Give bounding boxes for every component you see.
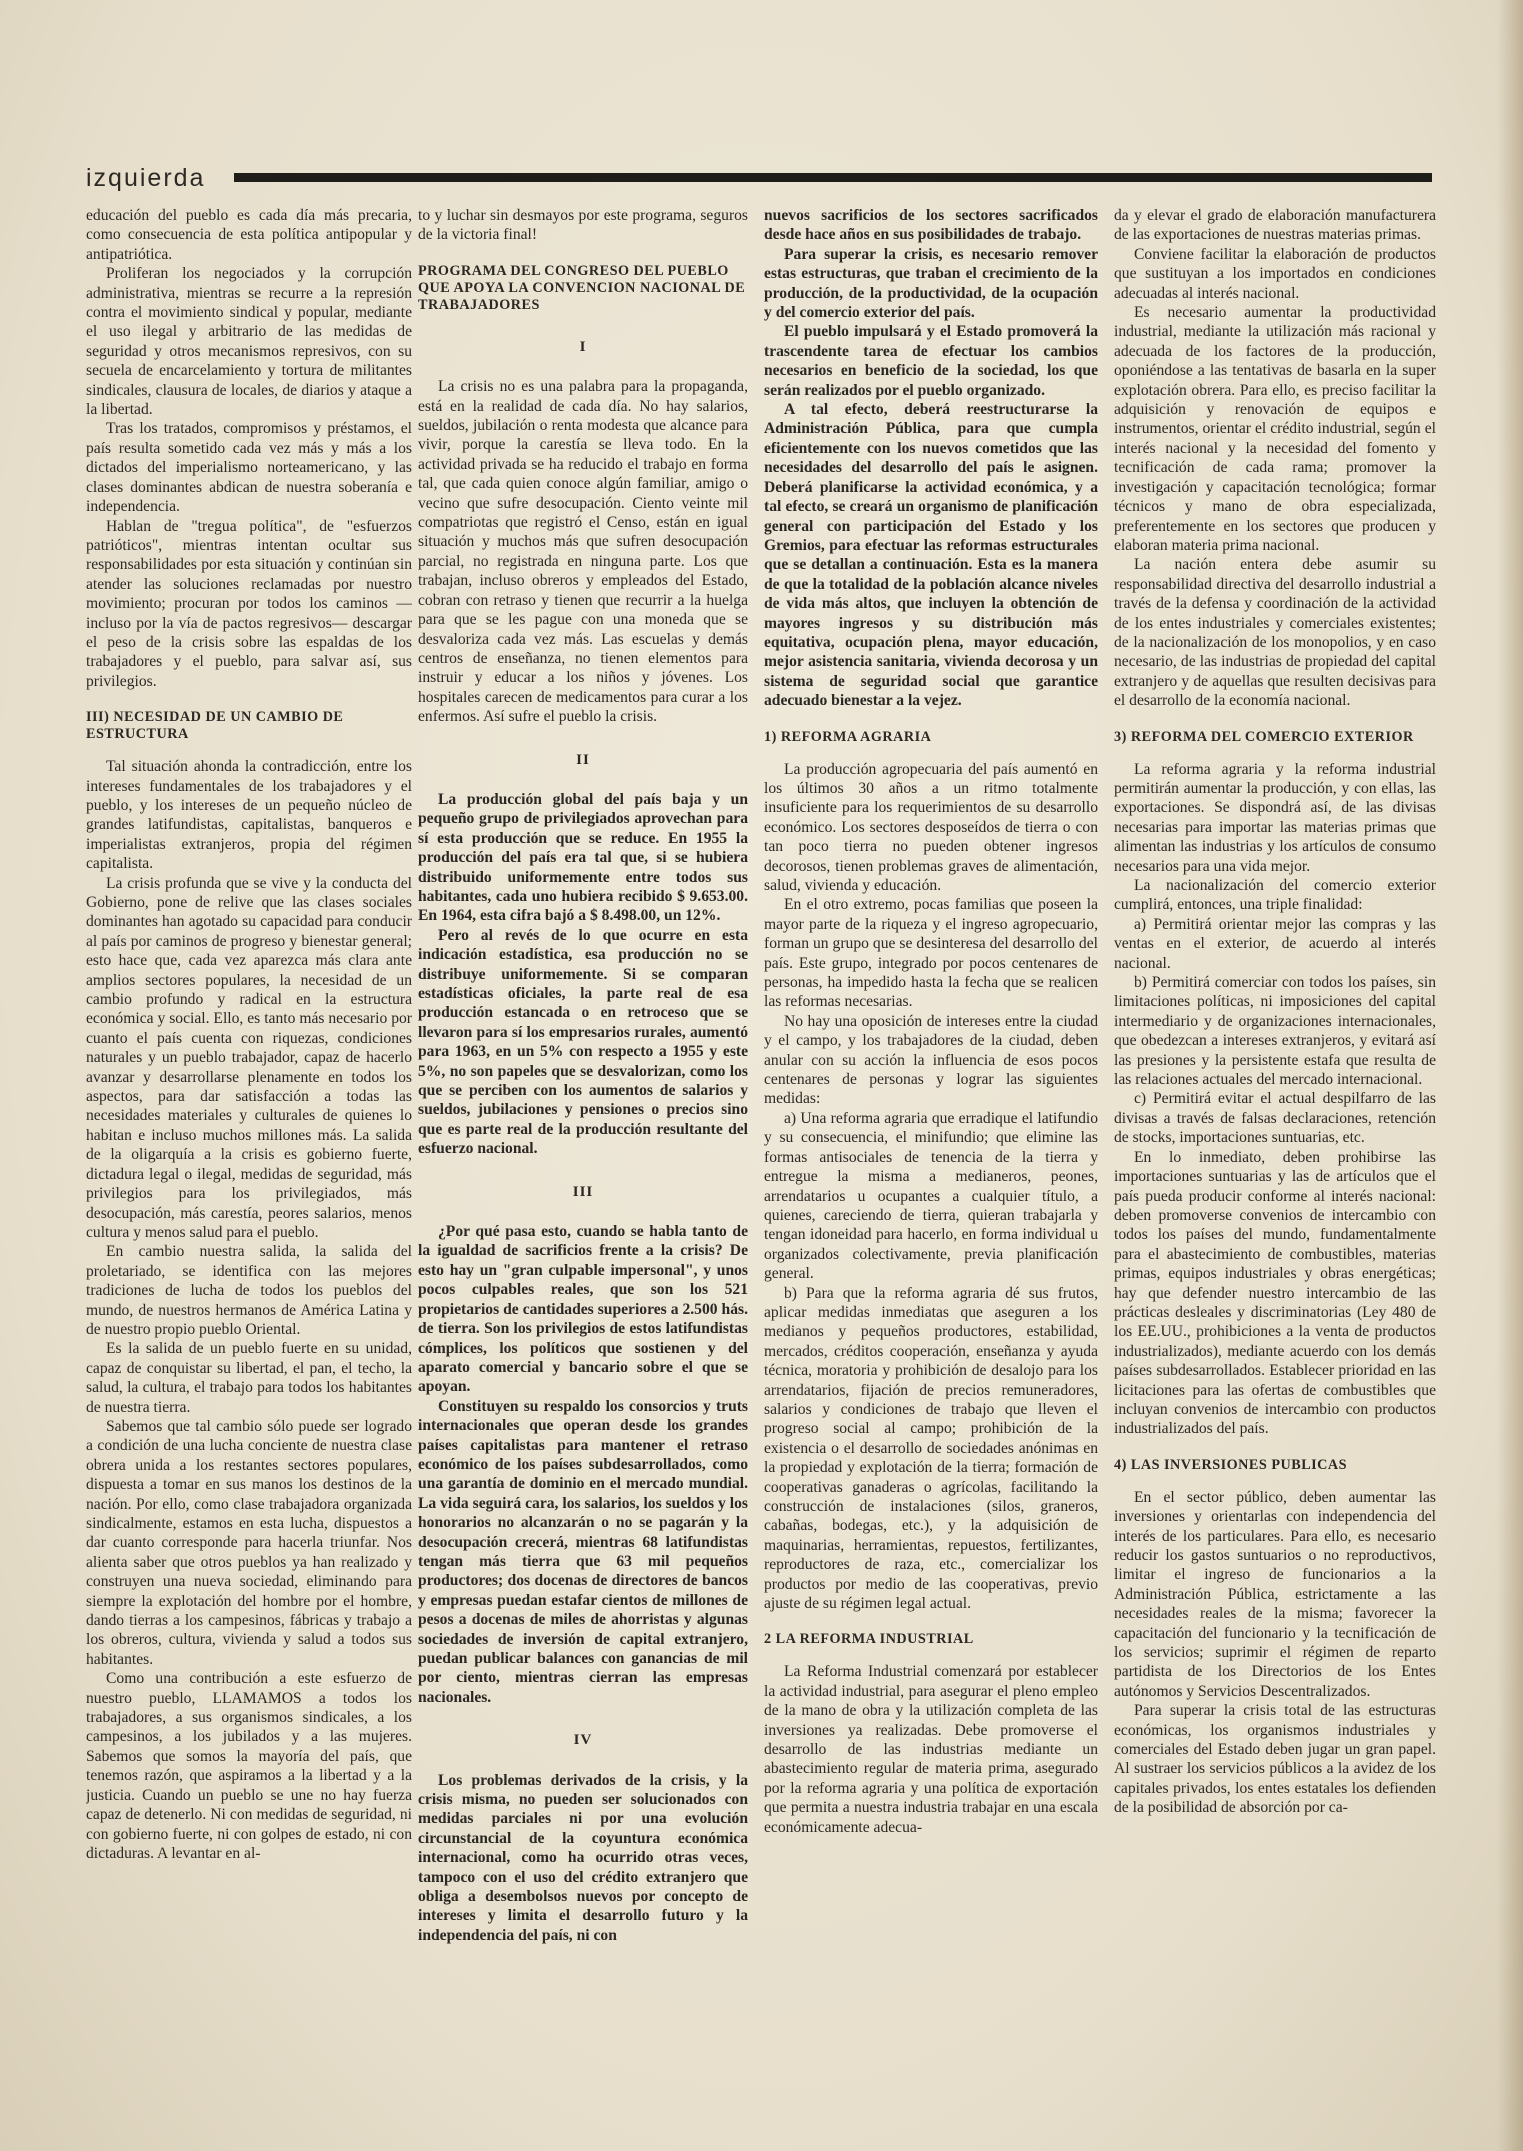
- paragraph: Para superar la crisis, es necesario remover estas estructuras, que traban el crecimiento de la producción, de la productividad, de la ocupación y del comercio exterior del país.: [764, 245, 1098, 322]
- section-heading: 1) REFORMA AGRARIA: [764, 728, 932, 745]
- paragraph: nuevos sacrificios de los sectores sacrificados desde hace años en sus posibilidades de trabajo.: [764, 207, 1098, 244]
- paragraph: En cambio nuestra salida, la salida del proletariado, se identifica con las mejores tradiciones de lucha de todos los pueblos del mundo, de nuestros hermanos de América Latina y de nuestro propio pueblo Oriental.: [86, 1243, 412, 1338]
- text-column-3: [764, 206, 1098, 2126]
- paragraph: Es la salida de un pueblo fuerte en su unidad, capaz de conquistar su libertad, el pan, el techo, la salud, la cultura, el trabajo para todos los habitantes de nuestra tierra.: [86, 1340, 412, 1416]
- paragraph: La producción agropecuaria del país aumentó en los últimos 30 años a un ritmo totalmente insuficiente para los requerimientos de su desarrollo económico. Los sectores desposeídos de tierra o con tan poco tierra no pueden obtener ingresos decorosos, tienen problemas graves de alimentación, salud, vivienda y educación.: [764, 760, 1098, 894]
- paragraph: El pueblo impulsará y el Estado promoverá la trascendente tarea de efectuar los cambios necesarios en beneficio de la sociedad, los que serán realizados por el pueblo organizado.: [764, 323, 1098, 399]
- paragraph: La producción global del país baja y un pequeño grupo de privilegiados aprovechan para sí esta producción que se reduce. En 1955 la producción del país era tal que, si se hubiera distribuido uniformemente entre todos sus habitantes, cada uno hubiera recibido $ 9.653.00. En 1964, esta cifra bajó a $ 8.498.00, un 12%.: [418, 790, 748, 925]
- section-heading: III) NECESIDAD DE UN CAMBIO DE ESTRUCTURA: [86, 709, 344, 743]
- paragraph: En el otro extremo, pocas familias que poseen la mayor parte de la riqueza y el ingreso agropecuario, forman un grupo que se desinteresa del desarrollo del país. Este grupo, integrado por pocos centenares de personas, ha impedido hasta la fecha que se realicen las reformas necesarias.: [764, 896, 1098, 1011]
- paragraph: La crisis no es una palabra para la propaganda, está en la realidad de cada día. No hay salarios, sueldos, jubilación o renta modesta que alcance para vivir, porque la carestía se lleva todo. En la actividad privada se ha reducido el trabajo en forma tal, que cada quien conoce algún familiar, amigo o vecino que sufre desocupación. Ciento veinte mil compatriotas que registró el Censo, están en igual situación y muchos más que sufren desocupación parcial, no registrada en ninguna parte. Los que trabajan, incluso obreros y empleados del Estado, cobran con retraso y tienen que recurrir a la huelga para que se les pague con una moneda que se desvaloriza cada vez más. Las escuelas y demás centros de enseñanza, no tienen elementos para instruir y educar a los niños y jóvenes. Los hospitales carecen de medicamentos para curar a los enfermos. Así sufre el pueblo la crisis.: [418, 378, 748, 726]
- paragraph: Los problemas derivados de la crisis, y la crisis misma, no pueden ser solucionados con medidas parciales ni por una evolución circunstancial de la coyuntura económica internacional, como ha ocurrido otras veces, tampoco con el uso del crédito extranjero que obliga a desembolsos nuevos por concepto de intereses y limita el desarrollo futuro y la independencia del país, ni con: [418, 1771, 748, 1944]
- paragraph: En el sector público, deben aumentar las inversiones y orientarlas con independencia del interés de los particulares. Para ello, es necesario reducir los gastos suntuarios o no reproductivos, limitar el ingreso de funcionarios a la Administración Pública, estrictamente a las necesidades reales de la misma; favorecer la capacitación del funcionario y la tecnificación de los servicios; suprimir el régimen de reparto partidista de los Directorios de los Entes autónomos y Servicios Descentralizados.: [1114, 1488, 1436, 1700]
- paragraph: b) Permitirá comerciar con todos los países, sin limitaciones políticas, ni imposiciones del capital intermediario y de organizaciones internacionales, que obedezcan a intereses extranjeros, y evitará así las presiones y la persistente estafa que resulta de las relaciones actuales del mercado internacional.: [1114, 974, 1436, 1089]
- paragraph: Tras los tratados, compromisos y préstamos, el país resulta sometido cada vez más y más a los dictados del imperialismo norteamericano, y las clases dominantes abdican de nuestra soberanía e independencia.: [86, 420, 412, 516]
- paragraph: Conviene facilitar la elaboración de productos que sustituyan a los importados en condiciones adecuadas al interés nacional.: [1114, 245, 1436, 302]
- paragraph: La reforma agraria y la reforma industrial permitirán aumentar la producción, y con ellas, las exportaciones. Se dispondrá así, de las divisas necesarias para importar las materias primas que alimentan las industrias y los artículos de consumo necesarios para una vida mejor.: [1114, 760, 1436, 875]
- section-heading: 4) LAS INVERSIONES PUBLICAS: [1114, 1456, 1348, 1473]
- roman-numeral-heading: III: [572, 1183, 594, 1200]
- paragraph: A tal efecto, deberá reestructurarse la Administración Pública, para que cumpla eficientemente con los nuevos cometidos que las necesidades del desarrollo del país le asignen. Deberá planificarse la actividad económica, y a tal efecto, se creará un organismo de planificación general con participación del Estado y los Gremios, para efectuar las reformas estructurales que se detallan a continuación. Esta es la manera de que la totalidad de la población alcance niveles de vida más altos, que incluyen la obtención de mayores ingresos y su distribución más equitativa, ocupación plena, mayor educación, mejor asistencia sanitaria, vivienda decorosa y un sistema de seguridad social que garantice adecuado bienestar a la vejez.: [764, 401, 1098, 710]
- paragraph: a) Una reforma agraria que erradique el latifundio y su consecuencia, el minifundio; que elimine las formas antisociales de tenencia de la tierra y entregue la misma a medianeros, peones, arrendatarios u ocupantes a cualquier título, a quienes, careciendo de tierra, quieran trabajarla y tengan idoneidad para hacerlo, en forma individual u organizados colectivamente, previa planificación general.: [764, 1109, 1098, 1283]
- paragraph: a) Permitirá orientar mejor las compras y las ventas en el exterior, de acuerdo al interés nacional.: [1114, 915, 1436, 972]
- paragraph: En lo inmediato, deben prohibirse las importaciones suntuarias y las de artículos que el país pueda producir conforme al interés nacional: deben promoverse convenios de intercambio con todos los países del mundo, fundamentalmente para el abastecimiento de combustibles, materias primas, equipos industriales y obras energéticas; hay que defender nuestro intercambio de las prácticas desleales y discriminatorias (Ley 480 de los EE.UU., prohibiciones a la venta de productos industrializados), mediante acuerdo con los demás países subdesarrollados. Establecer prioridad en las licitaciones para las ofertas de combustibles que incluyan convenios de intercambio con productos industrializados del país.: [1114, 1148, 1436, 1438]
- paragraph: c) Permitirá evitar el actual despilfarro de las divisas a través de falsas declaraciones, retención de stocks, importaciones suntuarias, etc.: [1114, 1090, 1436, 1147]
- paragraph: La Reforma Industrial comenzará por establecer la actividad industrial, para asegurar el pleno empleo de la mano de obra y la utilización completa de las inversiones ya realizadas. Debe promoverse el desarrollo de las industrias mediante un abastecimiento regular de materia prima, asegurado por la reforma agraria y una política de exportación que permita a nuestra industria trabajar en una escala económicamente adecua-: [764, 1663, 1098, 1836]
- paragraph: Constituyen su respaldo los consorcios y truts internacionales que operan desde los grandes países capitalistas para mantener el retraso económico de los países subdesarrollados, como una garantía de dominio en el mercado mundial. La vida seguirá cara, los salarios, los sueldos y los honorarios no alcanzarán o no se pagarán y la desocupación crecerá, mientras 68 latifundistas tengan más tierra que 63 mil pequeños productores; dos docenas de directores de bancos y empresas puedan estafar cientos de millones de pesos a docenas de miles de ahorristas y algunas sociedades de inversión de capital extranjero, puedan publicar balances con ganancias de mil por ciento, mientras cierran las empresas nacionales.: [418, 1397, 748, 1706]
- paragraph: Sabemos que tal cambio sólo puede ser logrado a condición de una lucha conciente de nuestra clase obrera unida a los restantes sectores populares, dispuesta a tomar en sus manos los destinos de la nación. Por ello, como clase trabajadora organizada sindicalmente, estamos en esta lucha, dispuestos a dar cuanto corresponde para hacerla triunfar. Nos alienta saber que otros pueblos ya han realizado y construyen una nueva sociedad, eliminando para siempre la explotación del hombre por el hombre, dando tierras a los campesinos, fábricas y trabajo a los obreros, cultura, vivienda y salud a todos sus habitantes.: [86, 1417, 412, 1668]
- text-column-2: [418, 206, 748, 2126]
- section-heading: 2 LA REFORMA INDUSTRIAL: [764, 1631, 974, 1648]
- paragraph: b) Para que la reforma agraria dé sus frutos, aplicar medidas inmediatas que aseguren a los medianos y pequeños productores, estabilidad, mercados, créditos cooperación, enseñanza y ayuda técnica, moratoria y prohibición de desalojo para los arrendatarios, fijación de precios remuneradores, salarios y condiciones de trabajo que lleven el progreso social al campo; prohibición de la existencia o el desarrollo de sociedades anónimas en la propiedad y explotación de la tierra; formación de cooperativas ganaderas o agrícolas, facilitando la construcción de instalaciones (silos, graneros, cabañas, bodegas, etc.), y la adquisición de maquinarias, herramientas, repuestos, fertilizantes, reproductores de raza, etc., comercializar los productos por medio de las cooperativas, previo ajuste de su régimen legal actual.: [764, 1284, 1098, 1613]
- paragraph: to y luchar sin desmayos por este programa, seguros de la victoria final!: [418, 207, 748, 244]
- section-heading: PROGRAMA DEL CONGRESO DEL PUEBLO QUE APOYA LA CONVENCION NACIONAL DE TRABAJADORES: [418, 262, 746, 313]
- text-column-4: [1114, 206, 1436, 2126]
- paragraph: Como una contribución a este esfuerzo de nuestro pueblo, LLAMAMOS a todos los trabajadores, a sus organismos sindicales, a los campesinos, a los jubilados y a las mujeres. Sabemos que somos la mayoría del país, que tenemos razón, que aspiramos a la libertad y a la justicia. Cuando un pueblo se une no hay fuerza capaz de detenerlo. Ni con medidas de seguridad, ni con gobierno fuerte, ni con golpes de estado, ni con dictaduras. A levantar en al-: [86, 1670, 412, 1862]
- paragraph: ¿Por qué pasa esto, cuando se habla tanto de la igualdad de sacrificios frente a la crisis? De esto hay un "gran culpable impersonal", y unos pocos culpables reales, que son los 521 propietarios de cantidades superiores a 2.500 hás. de tierra. Son los privilegios de estos latifundistas cómplices, los políticos que sostienen y del aparato comercial y bancario sobre el que se apoyan.: [418, 1223, 748, 1396]
- paragraph: Pero al revés de lo que ocurre en esta indicación estadística, esa producción no se distribuye uniformemente. Si se comparan estadísticas oficiales, la parte real de esa producción estancada o en retroceso que se llevaron para sí los empresarios rurales, aumentó para 1963, en un 5% con respecto a 1955 y este 5%, no son papeles que se desvalorizan, como los que se perciben con los aumentos de salarios y sueldos, jubilaciones y pensiones o precios sino que es parte real de la producción resultante del esfuerzo nacional.: [418, 926, 748, 1158]
- roman-numeral-heading: IV: [573, 1732, 593, 1749]
- paragraph: da y elevar el grado de elaboración manufacturera de las exportaciones de nuestras materias primas.: [1114, 207, 1436, 244]
- roman-numeral-heading: II: [576, 751, 590, 768]
- roman-numeral-heading: I: [579, 338, 587, 355]
- page-edge-shadow: [1497, 0, 1523, 2151]
- paragraph: educación del pueblo es cada día más precaria, como consecuencia de esta política antipopular y antipatriótica.: [86, 207, 412, 263]
- text-column-1: [86, 206, 412, 2126]
- paragraph: Proliferan los negociados y la corrupción administrativa, mientras se recurre a la represión contra el movimiento sindical y popular, mediante el uso ilegal y arbitrario de las medidas de seguridad y otros mecanismos represivos, con su secuela de encarcelamiento y tortura de militantes sindicales, clausura de locales, de diarios y ataque a la libertad.: [86, 265, 412, 419]
- paragraph: La nación entera debe asumir su responsabilidad directiva del desarrollo industrial a través de la defensa y coordinación de la actividad de los entes industriales y comerciales existentes; de la nacionalización de los monopolios, y en caso necesario, de las industrias de propiedad del capital extranjero y de aquellas que resulten decisivas para el desarrollo de la economía nacional.: [1114, 556, 1436, 710]
- paragraph: No hay una oposición de intereses entre la ciudad y el campo, y los trabajadores de la ciudad, deben anular con su acción la influencia de esos pocos centenares de personas y lograr las siguientes medidas:: [764, 1012, 1098, 1108]
- paragraph: Hablan de "tregua política", de "esfuerzos patrióticos", mientras intentan ocultar sus responsabilidades por esta situación y continúan sin atender las soluciones reclamadas por nuestro movimiento; procuran por todos los caminos —incluso por la vía de pactos regresivos— descargar el peso de la crisis sobre las espaldas de los trabajadores y el pueblo, para salvar así, sus privilegios.: [86, 517, 412, 690]
- paragraph: Tal situación ahonda la contradicción, entre los intereses fundamentales de los trabajadores y el pueblo, y los intereses de un pequeño núcleo de grandes latifundistas, capitalistas, banqueros e imperialistas extranjeros, propia del régimen capitalista.: [86, 758, 412, 873]
- paragraph: Es necesario aumentar la productividad industrial, mediante la utilización más racional y adecuada de los factores de la producción, oponiéndose a las tentativas de basarla en la super explotación obrera. Para ello, es preciso facilitar la adquisición y renovación de equipos e instrumentos, orientar el crédito industrial, según el interés nacional y la necesidad del fomento y tecnificación de cada rama; promover la investigación y capacitación tecnológica; formar técnicos y mano de obra especializada, preferentemente en los sectores que producen y elaboran materia prima nacional.: [1114, 304, 1436, 554]
- page-header: [86, 162, 1432, 198]
- header-rule: [234, 173, 1432, 182]
- paragraph: La nacionalización del comercio exterior cumplirá, entonces, una triple finalidad:: [1114, 877, 1436, 914]
- section-heading: 3) REFORMA DEL COMERCIO EXTERIOR: [1114, 728, 1414, 745]
- paragraph: La crisis profunda que se vive y la conducta del Gobierno, pone de relive que las clases sociales dominantes han agotado su capacidad para conducir al país por caminos de progreso y bienestar general; esto hace que, cada vez aparezca más clara ante amplios sectores populares, la necesidad de un cambio profundo y radical en la estructura económica y social. Ello, es tanto más necesario por cuanto el país cuenta con riquezas, condiciones naturales y un pueblo trabajador, capaz de hacerlo avanzar y desarrollarse plenamente en todos los aspectos, para dar satisfacción a todas las necesidades materiales y culturales de quienes lo habitan e incluso muchos millones más. La salida de la oligarquía a la crisis es gobierno fuerte, dictadura legal o ilegal, medidas de seguridad, más privilegios para los privilegiados, más desocupación, más carestía, peores salarios, menos cultura y menos salud para el pueblo.: [86, 874, 412, 1241]
- masthead-name: izquierda: [86, 164, 206, 192]
- paragraph: Para superar la crisis total de las estructuras económicas, los organismos industriales y comerciales del Estado deben jugar un gran papel. Al sustraer los servicios públicos a la avidez de los capitales privados, los entes estatales los defienden de la posibilidad de absorción por ca-: [1114, 1702, 1436, 1817]
